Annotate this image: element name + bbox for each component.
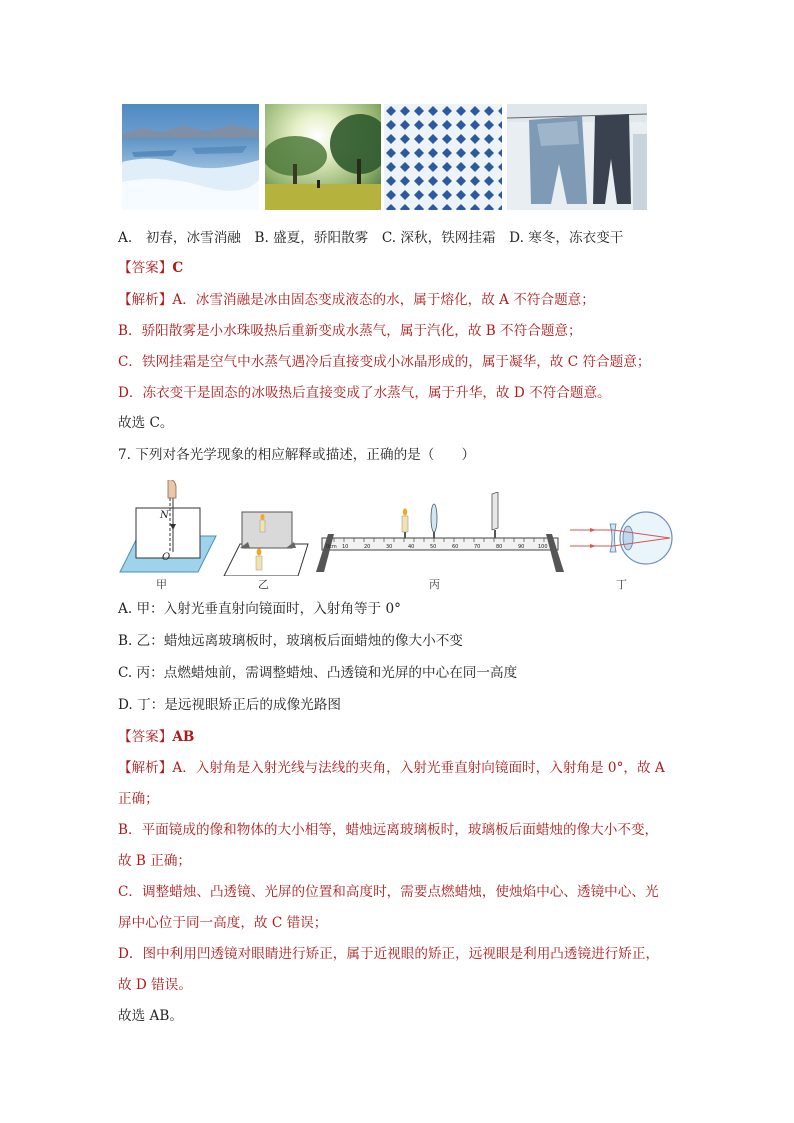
q7-analysis-line-7: D．图中利用凹透镜对眼睛进行矫正，属于近视眼的矫正，远视眼是利用凸透镜进行矫正， xyxy=(118,946,660,962)
label-n: N xyxy=(160,510,169,521)
ruler-tick-20: 20 xyxy=(364,544,371,550)
ruler-tick-50: 50 xyxy=(430,544,437,550)
q7-diagrams xyxy=(118,480,678,590)
photo-misty-sun xyxy=(265,104,381,210)
q7-analysis-line-5: C．调整蜡烛、凸透镜、光屏的位置和高度时，需要点燃蜡烛，使烛焰中心、透镜中心、光 xyxy=(118,884,659,900)
label-o: O xyxy=(162,552,171,563)
q7-option-a: A. 甲：入射光垂直射向镜面时，入射角等于 0° xyxy=(118,601,401,617)
q7-answer xyxy=(118,727,194,747)
q6-analysis-a xyxy=(118,290,595,310)
q6-conclusion: 故选 C。 xyxy=(118,415,174,431)
ruler-tick-80: 80 xyxy=(496,544,503,550)
q7-analysis-line-1 xyxy=(118,758,665,778)
analysis-label: 【解析】 xyxy=(118,760,173,776)
ruler-tick-30: 30 xyxy=(386,544,393,550)
q7-analysis-line-6: 屏中心位于同一高度，故 C 错误； xyxy=(118,915,328,931)
photo-ice-snow xyxy=(122,104,259,210)
analysis-text: A．入射角是入射光线与法线的夹角，入射光垂直射向镜面时，入射角是 0°，故 A xyxy=(172,760,665,776)
ruler-tick-40: 40 xyxy=(408,544,415,550)
q6-options: A. 初春，冰雪消融 B. 盛夏，骄阳散雾 C. 深秋，铁网挂霜 D. 寒冬，冻衣变干 xyxy=(118,230,624,246)
ruler-tick-100: 100 xyxy=(538,544,548,550)
ruler-tick-60: 60 xyxy=(452,544,459,550)
answer-label: 【答案】 xyxy=(118,260,173,276)
diagram-bing-optical-bench xyxy=(314,492,566,576)
answer-value: C xyxy=(172,260,184,276)
q7-analysis-line-8: 故 D 错误。 xyxy=(118,977,192,993)
ruler-tick-90: 90 xyxy=(518,544,525,550)
q7-option-d: D. 丁：是远视眼矫正后的成像光路图 xyxy=(118,697,341,713)
caption-bing: 丙 xyxy=(429,578,440,591)
analysis-label: 【解析】 xyxy=(118,292,173,308)
q6-analysis-d: D．冻衣变干是固态的冰吸热后直接变成了水蒸气，属于升华，故 D 不符合题意。 xyxy=(118,385,611,401)
ruler-zero-label: 0cm xyxy=(326,544,337,550)
caption-yi: 乙 xyxy=(258,578,269,591)
q7-analysis-line-4: 故 B 正确； xyxy=(118,853,192,869)
q6-analysis-b: B．骄阳散雾是小水珠吸热后重新变成水蒸气，属于汽化，故 B 不符合题意； xyxy=(118,323,582,339)
answer-label: 【答案】 xyxy=(118,729,173,745)
q7-analysis-line-3: B．平面镜成的像和物体的大小相等，蜡烛远离玻璃板时，玻璃板后面蜡烛的像大小不变， xyxy=(118,822,659,838)
q7-option-c: C. 丙：点燃蜡烛前，需调整蜡烛、凸透镜和光屏的中心在同一高度 xyxy=(118,665,518,681)
caption-ding: 丁 xyxy=(616,578,627,591)
q6-answer xyxy=(118,258,183,278)
ruler-tick-70: 70 xyxy=(474,544,481,550)
question-6-photos xyxy=(122,104,647,212)
answer-value: AB xyxy=(172,729,195,745)
diagram-yi-glass-plate xyxy=(222,498,312,576)
analysis-text: A．冰雪消融是冰由固态变成液态的水，属于熔化，故 A 不符合题意； xyxy=(172,292,595,308)
diagram-ding-eye xyxy=(568,508,678,568)
caption-jia: 甲 xyxy=(156,578,167,591)
q6-analysis-c: C．铁网挂霜是空气中水蒸气遇冷后直接变成小冰晶形成的，属于凝华，故 C 符合题意； xyxy=(118,354,651,370)
q7-stem: 7. 下列对各光学现象的相应解释或描述，正确的是（ ） xyxy=(118,447,476,463)
ruler-tick-10: 10 xyxy=(342,544,349,550)
q7-analysis-line-2: 正确； xyxy=(118,791,159,807)
photo-frozen-clothes xyxy=(507,104,647,210)
diagram-jia-mirror xyxy=(118,480,218,576)
q7-conclusion: 故选 AB。 xyxy=(118,1008,183,1024)
photo-frost-mesh xyxy=(384,104,502,210)
q7-option-b: B. 乙：蜡烛远离玻璃板时，玻璃板后面蜡烛的像大小不变 xyxy=(118,633,463,649)
